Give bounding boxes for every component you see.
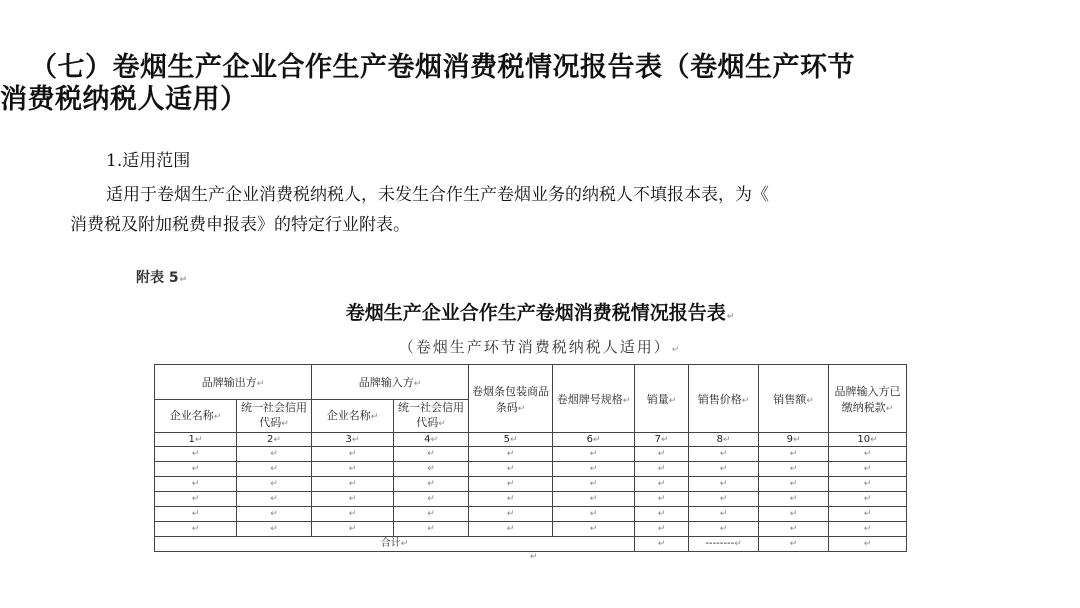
table-cell[interactable] [155,447,237,462]
paragraph-mark: ↵ [657,494,666,504]
paragraph-mark: ↵ [427,479,435,489]
paragraph-mark: ↵ [722,434,731,445]
paragraph-mark: ↵ [270,494,278,504]
paragraph-mark: ↵ [657,539,666,549]
header-amount: 销售额↵ [759,365,829,433]
table-cell[interactable] [829,522,907,537]
paragraph-mark: ↵ [506,494,515,504]
paragraph-mark: ↵ [789,449,798,459]
table-cell[interactable] [635,447,689,462]
table-cell[interactable] [829,447,907,462]
paragraph-mark: ↵ [719,524,728,534]
paragraph-mark: ↵ [427,509,435,519]
subheader-input-company-name: 企业名称↵ [312,400,394,433]
header-brand-output: 品牌输出方↵ [155,365,312,400]
header-price: 销售价格↵ [689,365,759,433]
table-cell[interactable] [312,522,394,537]
subheader-output-credit-code: 统一社会信用代码↵ [237,400,312,433]
paragraph-mark: ↵ [622,395,631,406]
table-cell[interactable] [689,522,759,537]
table-cell[interactable] [155,492,237,507]
paragraph-mark: ↵ [281,419,289,429]
header-tax-paid: 品牌输入方已缴纳税款↵ [829,365,907,433]
paragraph-mark: ↵ [348,449,357,459]
scope-paragraph [70,180,1010,240]
paragraph-mark: ↵ [719,494,728,504]
scope-paragraph-line-1: 适用于卷烟生产企业消费税纳税人，未发生合作生产卷烟业务的纳税人不填报本表，为《 [106,185,769,205]
table-cell[interactable] [237,522,312,537]
table-row [155,507,907,522]
table-cell[interactable] [829,477,907,492]
paragraph-mark: ↵ [863,449,872,459]
table-cell[interactable] [237,462,312,477]
table-cell[interactable] [635,522,689,537]
table-cell[interactable] [469,507,553,522]
paragraph-mark: ↵ [427,449,435,459]
paragraph-mark: ↵ [589,449,598,459]
paragraph-mark: ↵ [270,509,278,519]
table-cell[interactable] [553,477,635,492]
subheader-output-company-name: 企业名称↵ [155,400,237,433]
paragraph-mark: ↵ [191,449,200,459]
paragraph-mark: ↵ [348,479,357,489]
paragraph-mark: ↵ [191,464,200,474]
paragraph-mark: ↵ [863,494,872,504]
table-cell[interactable] [553,447,635,462]
paragraph-mark: ↵ [885,403,894,414]
header-brand-input: 品牌输入方↵ [312,365,469,400]
paragraph-mark: ↵ [589,464,598,474]
table-cell[interactable] [469,447,553,462]
table-cell[interactable] [394,522,469,537]
paragraph-mark: ↵ [589,479,598,489]
total-quantity-cell [635,537,689,552]
table-cell[interactable] [635,507,689,522]
paragraph-mark: ↵ [191,479,200,489]
table-cell[interactable] [829,462,907,477]
paragraph-mark: ↵ [657,464,666,474]
table-subtitle-text: （卷烟生产环节消费税纳税人适用） [398,338,671,356]
table-cell[interactable] [155,477,237,492]
column-number: 4↵ [394,433,469,447]
document-title-line-2: 消费税纳税人适用） [0,84,248,115]
paragraph-mark: ↵ [789,479,798,489]
paragraph-mark: ↵ [509,434,518,445]
paragraph-mark: ↵ [370,411,379,422]
paragraph-mark: ↵ [789,464,798,474]
total-price-cell: --------↵ [689,537,759,552]
column-number: 5↵ [469,433,553,447]
table-cell[interactable] [469,462,553,477]
paragraph-mark: ↵ [256,379,265,389]
report-table [154,364,907,552]
column-number-row [155,433,907,447]
table-title [0,298,1080,325]
table-row [155,477,907,492]
subheader-input-credit-code: 统一社会信用代码↵ [394,400,469,433]
paragraph-mark: ↵ [671,345,682,355]
table-subtitle [0,336,1080,357]
table-cell[interactable] [312,462,394,477]
paragraph-mark: ↵ [657,449,666,459]
paragraph-mark: ↵ [506,509,515,519]
table-title-text: 卷烟生产企业合作生产卷烟消费税情况报告表 [345,302,726,324]
paragraph-mark: ↵ [863,509,872,519]
paragraph-mark: ↵ [427,524,435,534]
paragraph-mark: ↵ [430,434,438,445]
paragraph-mark: ↵ [789,539,798,549]
table-cell[interactable] [312,477,394,492]
paragraph-mark: ↵ [660,434,669,445]
table-cell[interactable] [553,462,635,477]
paragraph-mark: ↵ [589,524,598,534]
column-number: 3↵ [312,433,394,447]
table-cell[interactable] [155,462,237,477]
column-number: 10↵ [829,433,907,447]
paragraph-mark: ↵ [792,434,801,445]
paragraph-mark: ↵ [427,494,435,504]
attachment-label [136,267,187,287]
table-cell[interactable] [635,492,689,507]
column-number: 2↵ [237,433,312,447]
total-amount-cell [759,537,829,552]
paragraph-mark: ↵ [348,494,357,504]
paragraph-mark: ↵ [741,395,750,406]
paragraph-mark: ↵ [506,449,515,459]
paragraph-mark: ↵ [657,479,666,489]
table-cell[interactable] [312,507,394,522]
paragraph-mark: ↵ [427,464,435,474]
table-cell[interactable] [237,477,312,492]
paragraph-mark: ↵ [870,434,878,445]
paragraph-mark: ↵ [863,479,872,489]
table-row [155,462,907,477]
paragraph-mark: ↵ [506,464,515,474]
paragraph-mark: ↵ [806,395,814,406]
table-cell[interactable] [155,507,237,522]
paragraph-mark: ↵ [191,509,200,519]
table-cell[interactable] [689,492,759,507]
table-cell[interactable] [312,492,394,507]
paragraph-mark: ↵ [194,434,203,445]
paragraph-mark: ↵ [719,479,728,489]
paragraph-mark: ↵ [592,434,601,445]
paragraph-mark: ↵ [657,524,666,534]
header-quantity: 销量↵ [635,365,689,433]
paragraph-mark: ↵ [789,509,798,519]
table-cell[interactable] [394,492,469,507]
table-cell[interactable] [689,477,759,492]
header-barcode: 卷烟条包装商品条码↵ [469,365,553,433]
table-cell[interactable] [689,507,759,522]
paragraph-mark: ↵ [734,539,742,549]
table-cell[interactable] [689,447,759,462]
table-cell[interactable] [759,507,829,522]
table-cell[interactable] [689,462,759,477]
paragraph-mark: ↵ [213,411,222,422]
paragraph-mark: ↵ [719,449,728,459]
paragraph-mark: ↵ [719,509,728,519]
paragraph-mark: ↵ [719,464,728,474]
paragraph-mark: ↵ [351,434,360,445]
header-spec: 卷烟牌号规格↵ [553,365,635,433]
table-cell[interactable] [759,462,829,477]
table-cell[interactable] [553,492,635,507]
table-cell[interactable] [759,477,829,492]
paragraph-mark: ↵ [517,403,526,414]
paragraph-mark: ↵ [668,395,677,406]
paragraph-mark: ↵ [657,509,666,519]
document-title [0,52,1080,116]
paragraph-mark: ↵ [270,449,278,459]
column-number: 6↵ [553,433,635,447]
table-cell[interactable] [759,522,829,537]
paragraph-mark: ↵ [506,479,515,489]
paragraph-mark: ↵ [348,524,357,534]
paragraph-mark: ↵ [789,524,798,534]
table-cell[interactable] [469,477,553,492]
paragraph-mark: ↵ [438,419,446,429]
column-number: 1↵ [155,433,237,447]
paragraph-mark: ↵ [863,524,872,534]
scope-paragraph-line-2: 消费税及附加税费申报表》的特定行业附表。 [70,215,410,235]
table-cell[interactable] [759,447,829,462]
paragraph-mark: ↵ [273,434,281,445]
paragraph-mark: ↵ [400,539,409,549]
column-number: 9↵ [759,433,829,447]
attachment-label-text: 附表 5 [136,270,179,286]
column-number: 8↵ [689,433,759,447]
table-cell[interactable] [829,492,907,507]
paragraph-mark: ↵ [863,539,872,549]
table-cell[interactable] [553,522,635,537]
paragraph-mark: ↵ [506,524,515,534]
table-cell[interactable] [237,492,312,507]
paragraph-mark: ↵ [348,464,357,474]
table-row [155,447,907,462]
paragraph-mark: ↵ [270,464,278,474]
table-cell[interactable] [469,522,553,537]
table-cell[interactable] [155,522,237,537]
paragraph-mark: ↵ [270,479,278,489]
table-cell[interactable] [394,477,469,492]
section-heading: 1.适用范围 [106,151,191,171]
paragraph-mark: ↵ [270,524,278,534]
table-cell[interactable] [829,507,907,522]
table-cell[interactable] [312,447,394,462]
table-cell[interactable] [394,462,469,477]
total-row [155,537,907,552]
paragraph-mark: ↵ [191,524,200,534]
paragraph-mark: ↵ [348,509,357,519]
table-cell[interactable] [553,507,635,522]
table-cell[interactable] [237,447,312,462]
table-cell[interactable] [237,507,312,522]
paragraph-mark: ↵ [589,494,598,504]
table-cell[interactable] [635,477,689,492]
paragraph-mark: ↵ [530,552,538,562]
table-cell[interactable] [759,492,829,507]
table-row [155,492,907,507]
total-tax-cell [829,537,907,552]
paragraph-mark: ↵ [789,494,798,504]
paragraph-mark: ↵ [413,379,422,389]
paragraph-mark: ↵ [179,275,188,285]
paragraph-mark: ↵ [191,494,200,504]
table-cell[interactable] [394,507,469,522]
table-row [155,522,907,537]
paragraph-mark: ↵ [863,464,872,474]
column-number: 7↵ [635,433,689,447]
paragraph-mark: ↵ [726,312,735,322]
table-cell[interactable] [394,447,469,462]
document-title-line-1: （七）卷烟生产企业合作生产卷烟消费税情况报告表（卷烟生产环节 [30,52,855,83]
table-cell[interactable] [635,462,689,477]
paragraph-mark: ↵ [589,509,598,519]
table-cell[interactable] [469,492,553,507]
total-label: 合计↵ [155,537,635,552]
